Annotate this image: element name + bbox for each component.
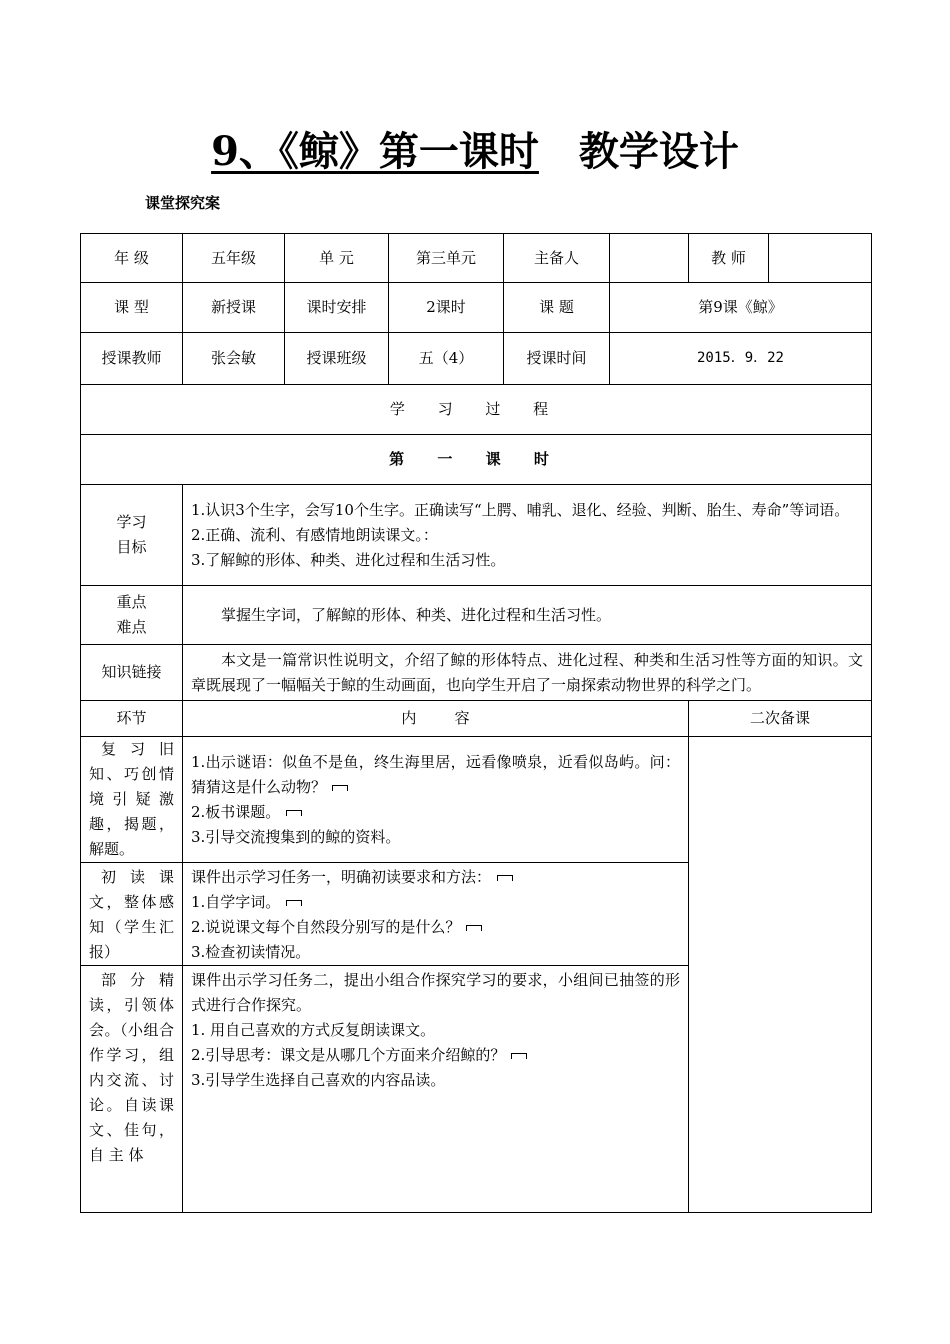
- stage-line: 课件出示学习任务二，提出小组合作探究学习的要求，小组间已抽签的形式进行合作探究。: [191, 971, 680, 1014]
- goal-item: 3.了解鲸的形体、种类、进化过程和生活习性。: [191, 550, 506, 569]
- class-value: 五（4）: [389, 333, 504, 385]
- stage-label: 初读课文，整体感知（学生汇报）: [81, 863, 183, 966]
- notes-col-header: 二次备课: [689, 701, 872, 737]
- goal-item: 2.正确、流利、有感情地朗读课文。：: [191, 525, 438, 544]
- notes-cell: [689, 737, 872, 1213]
- title-main: 9、《鲸》第一课时: [211, 128, 539, 175]
- content-col-header: 内 容: [183, 701, 689, 737]
- stage-line: 3.引导学生选择自己喜欢的内容品读。: [191, 1071, 446, 1089]
- stage-line: 2.板书课题。: [191, 800, 680, 825]
- link-row: [81, 645, 872, 701]
- info-row-3: [81, 333, 872, 385]
- stage-row-1: [81, 737, 872, 863]
- stage-label: 部分精读，引领体会。（小组合作学习，组内交流、讨论。自读课文、佳句，自 主 体: [81, 966, 183, 1213]
- stage-line: 课件出示学习任务一，明确初读要求和方法：: [191, 865, 680, 890]
- unit-label: 单 元: [285, 234, 389, 283]
- unit-value: 第三单元: [389, 234, 504, 283]
- stage-line: 2.说说课文每个自然段分别写的是什么？: [191, 915, 680, 940]
- topic-value: 第9课《鲸》: [610, 283, 872, 333]
- bracket-icon: [497, 875, 513, 881]
- lesson-plan-table: [80, 233, 872, 1213]
- subtitle: 课堂探究案: [145, 194, 221, 212]
- goals-content: [183, 485, 872, 586]
- info-row-2: [81, 283, 872, 333]
- bracket-icon: [286, 900, 302, 906]
- preparer-label: 主备人: [504, 234, 610, 283]
- teacher-label: 教 师: [689, 234, 769, 283]
- stage-line: 3.引导交流搜集到的鲸的资料。: [191, 827, 401, 846]
- goals-label: 学习 目标: [81, 485, 183, 586]
- title-tail: 教学设计: [578, 128, 739, 175]
- process-heading: 学 习 过 程: [81, 385, 872, 435]
- stage-content: [183, 737, 689, 863]
- bracket-icon: [286, 810, 302, 816]
- type-label: 课 型: [81, 283, 183, 333]
- hours-value: 2课时: [389, 283, 504, 333]
- time-value: 2015．9．22: [610, 333, 872, 385]
- key-row: [81, 586, 872, 645]
- stage-content: [183, 863, 689, 966]
- goal-item: 1.认识3个生字，会写10个生字。正确读写“上腭、哺乳、退化、经验、判断、胎生、寿命”等词语。: [191, 500, 850, 519]
- stage-col-header: 环节: [81, 701, 183, 737]
- grade-value: 五年级: [183, 234, 285, 283]
- columns-header-row: [81, 701, 872, 737]
- page-title: [0, 122, 950, 182]
- stage-line: 3.检查初读情况。: [191, 943, 311, 961]
- bracket-icon: [511, 1053, 527, 1059]
- lesson-heading: 第 一 课 时: [81, 435, 872, 485]
- grade-label: 年 级: [81, 234, 183, 283]
- topic-label: 课 题: [504, 283, 610, 333]
- instructor-value: 张会敏: [183, 333, 285, 385]
- instructor-label: 授课教师: [81, 333, 183, 385]
- stage-label: 复习旧知、巧创情境引疑激趣，揭题，解题。: [81, 737, 183, 863]
- key-label: 重点 难点: [81, 586, 183, 645]
- hours-label: 课时安排: [285, 283, 389, 333]
- stage-line: 1. 用自己喜欢的方式反复朗读课文。: [191, 1021, 436, 1039]
- type-value: 新授课: [183, 283, 285, 333]
- class-label: 授课班级: [285, 333, 389, 385]
- lesson-row: [81, 435, 872, 485]
- time-label: 授课时间: [504, 333, 610, 385]
- link-content: 本文是一篇常识性说明文，介绍了鲸的形体特点、进化过程、种类和生活习性等方面的知识。文章既展现了一幅幅关于鲸的生动画面，也向学生开启了一扇探索动物世界的科学之门。: [183, 645, 872, 701]
- bracket-icon: [332, 785, 348, 791]
- info-row-1: [81, 234, 872, 283]
- teacher-value: [769, 234, 872, 283]
- process-row: [81, 385, 872, 435]
- preparer-value: [610, 234, 689, 283]
- stage-line: 1.出示谜语：似鱼不是鱼，终生海里居，远看像喷泉，近看似岛屿。问：猜猜这是什么动物？: [191, 752, 680, 796]
- bracket-icon: [466, 925, 482, 931]
- stage-line: 1.自学字词。: [191, 890, 680, 915]
- stage-content: [183, 966, 689, 1213]
- link-label: 知识链接: [81, 645, 183, 701]
- goals-row: [81, 485, 872, 586]
- key-content: 掌握生字词，了解鲸的形体、种类、进化过程和生活习性。: [183, 586, 872, 645]
- stage-line: 2.引导思考：课文是从哪几个方面来介绍鲸的？: [191, 1043, 680, 1068]
